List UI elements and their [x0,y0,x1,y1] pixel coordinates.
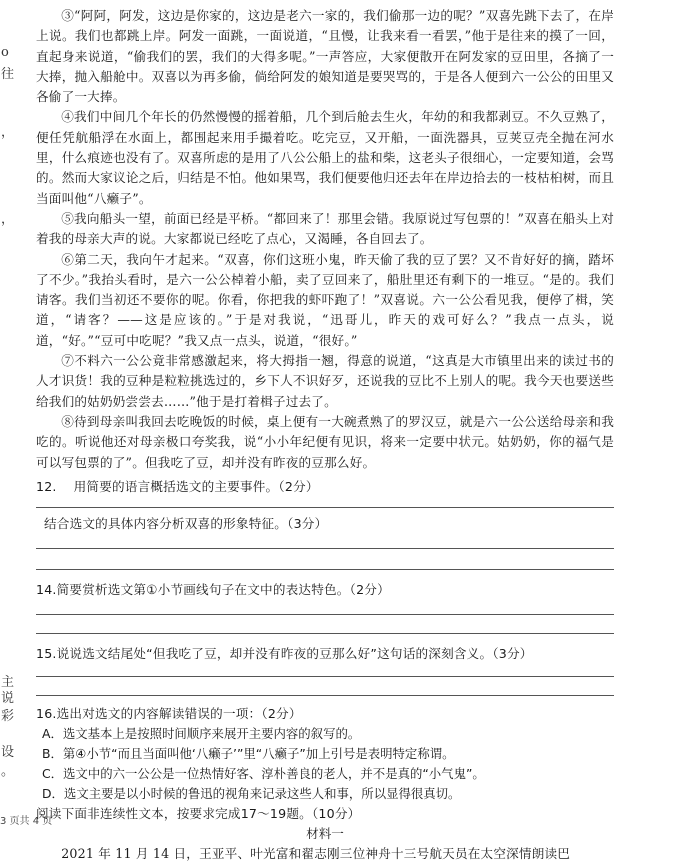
question-13: 结合选文的具体内容分析双喜的形象特征。（3分） [44,515,328,531]
paragraph-6: ⑥第二天，我向午才起来。“双喜，你们这班小鬼，昨天偷了我的豆了罢？又不肯好好的摘，踏坏了不少。”我抬头看时，是六一公公棹着小船，卖了豆回来了，船肚里还有剩下的一堆豆。“是的。我们请客。我们当初还不要你的呢。你看，你把我的虾吓跑了！”双喜说。六一公公看见我，便停了楫，笑道，“请客？——这是应该的。”于是对我说，“迅哥儿，昨天的戏可好么？”我点一点头，说道，“好。”“豆可中吃呢？”我又点一点头，说道，“很好。” [36,251,614,348]
margin-char: 说 [1,691,15,706]
answer-line[interactable] [36,695,614,696]
margin-char: 主 [1,675,15,690]
material-text: 2021 年 11 月 14 日，王亚平、叶光富和翟志刚三位神舟十三号航天员在太空深情朗读巴 [61,845,571,861]
paragraph-7: ⑦不料六一公公竟非常感激起来，将大拇指一翘，得意的说道，“这真是大市镇里出来的读过书的人才识货！我的豆种是粒粒挑选过的，乡下人不识好歹，还说我的豆比不上别人的呢。我今天也要送些给我们的姑奶奶尝尝去……”他于是打着楫子过去了。 [36,353,614,409]
paragraph-3: ③“阿阿，阿发，这边是你家的，这边是老六一家的，我们偷那一边的呢？”双喜先跳下去了，在岸上说。我们也都跳上岸。阿发一面跳，一面说道，“且慢，让我来看一看罢，”他于是往来的摸了一回，直起身来说道，“偷我们的罢，我们的大得多呢。”一声答应，大家便散开在阿发家的豆田里，各摘了一大捧，抛入船舱中。双喜以为再多偷，倘给阿发的娘知道是要哭骂的，于是各人便到六一公公的田里又各偷了一大捧。 [36,8,614,105]
option-d[interactable]: D．选文主要是以小时候的鲁迅的视角来记录这些人和事，所以显得很真切。 [42,785,461,801]
margin-char: ， [1,212,15,227]
paragraph-5: ⑤我向船头一望，前面已经是平桥。“都回来了！那里会错。我原说过写包票的！”双喜在船头上对着我的母亲大声的说。大家都说已经吃了点心，又渴睡，各自回去了。 [36,210,614,247]
paragraph-4: ④我们中间几个年长的仍然慢慢的摇着船，几个到后舱去生火，年幼的和我都剥豆。不久豆熟了，便任凭航船浮在水面上，都围起来用手撮着吃。吃完豆，又开船，一面洗器具，豆荚豆壳全抛在河水里，什么痕迹也没有了。双喜所虑的是用了八公公船上的盐和柴，这老头子很细心，一定要知道，会骂的。然而大家议论之后，归结是不怕。他如果骂，我们便要他归还去年在岸边拾去的一枝枯桕树，而且当面叫他“八癞子”。 [36,109,614,206]
option-b[interactable]: B．第④小节“而且当面叫他‘八癞子’”里“八癞子”加上引号是表明特定称谓。 [42,745,455,761]
answer-line[interactable] [36,614,614,615]
question-12: 12. 用简要的语言概括选文的主要事件。（2分） [36,478,319,494]
binding-margin [0,0,18,825]
question-16: 16.选出对选文的内容解读错误的一项：（2分） [36,705,302,721]
option-c[interactable]: C．选文中的六一公公是一位热情好客、淳朴善良的老人，并不是真的“小气鬼”。 [42,765,485,781]
answer-line[interactable] [36,548,614,549]
answer-line[interactable] [36,633,614,634]
margin-char: o [1,45,9,60]
question-15: 15.说说选文结尾处“但我吃了豆，却并没有昨夜的豆那么好”这句话的深刻含义。（3分） [36,645,533,661]
answer-line[interactable] [36,569,614,570]
margin-char: 彩 [1,709,15,724]
material-title: 材料一 [306,825,344,841]
margin-char: 。 [1,764,15,779]
paragraph-8: ⑧待到母亲叫我回去吃晚饭的时候，桌上便有一大碗煮熟了的罗汉豆，就是六一公公送给母亲和我吃的。听说他还对母亲极口夸奖我，说“小小年纪便有见识，将来一定要中状元。姑奶奶，你的福气是可以写包票的了”。但我吃了豆，却并没有昨夜的豆那么好。 [36,413,614,470]
exam-page [36,6,614,864]
answer-line[interactable] [36,676,614,677]
reading-instruction: 阅读下面非连续性文本，按要求完成17～19题。（10分） [36,805,361,821]
option-a[interactable]: A．选文基本上是按照时间顺序来展开主要内容的叙写的。 [42,725,361,741]
margin-char: 往 [1,67,15,82]
margin-char: ， [1,125,15,140]
question-14: 14.简要赏析选文第①小节画线句子在文中的表达特色。（2分） [36,581,390,597]
margin-char: 设 [1,745,15,760]
page-footer: 3 页共 4 页 [0,816,53,827]
answer-line[interactable] [36,507,614,508]
